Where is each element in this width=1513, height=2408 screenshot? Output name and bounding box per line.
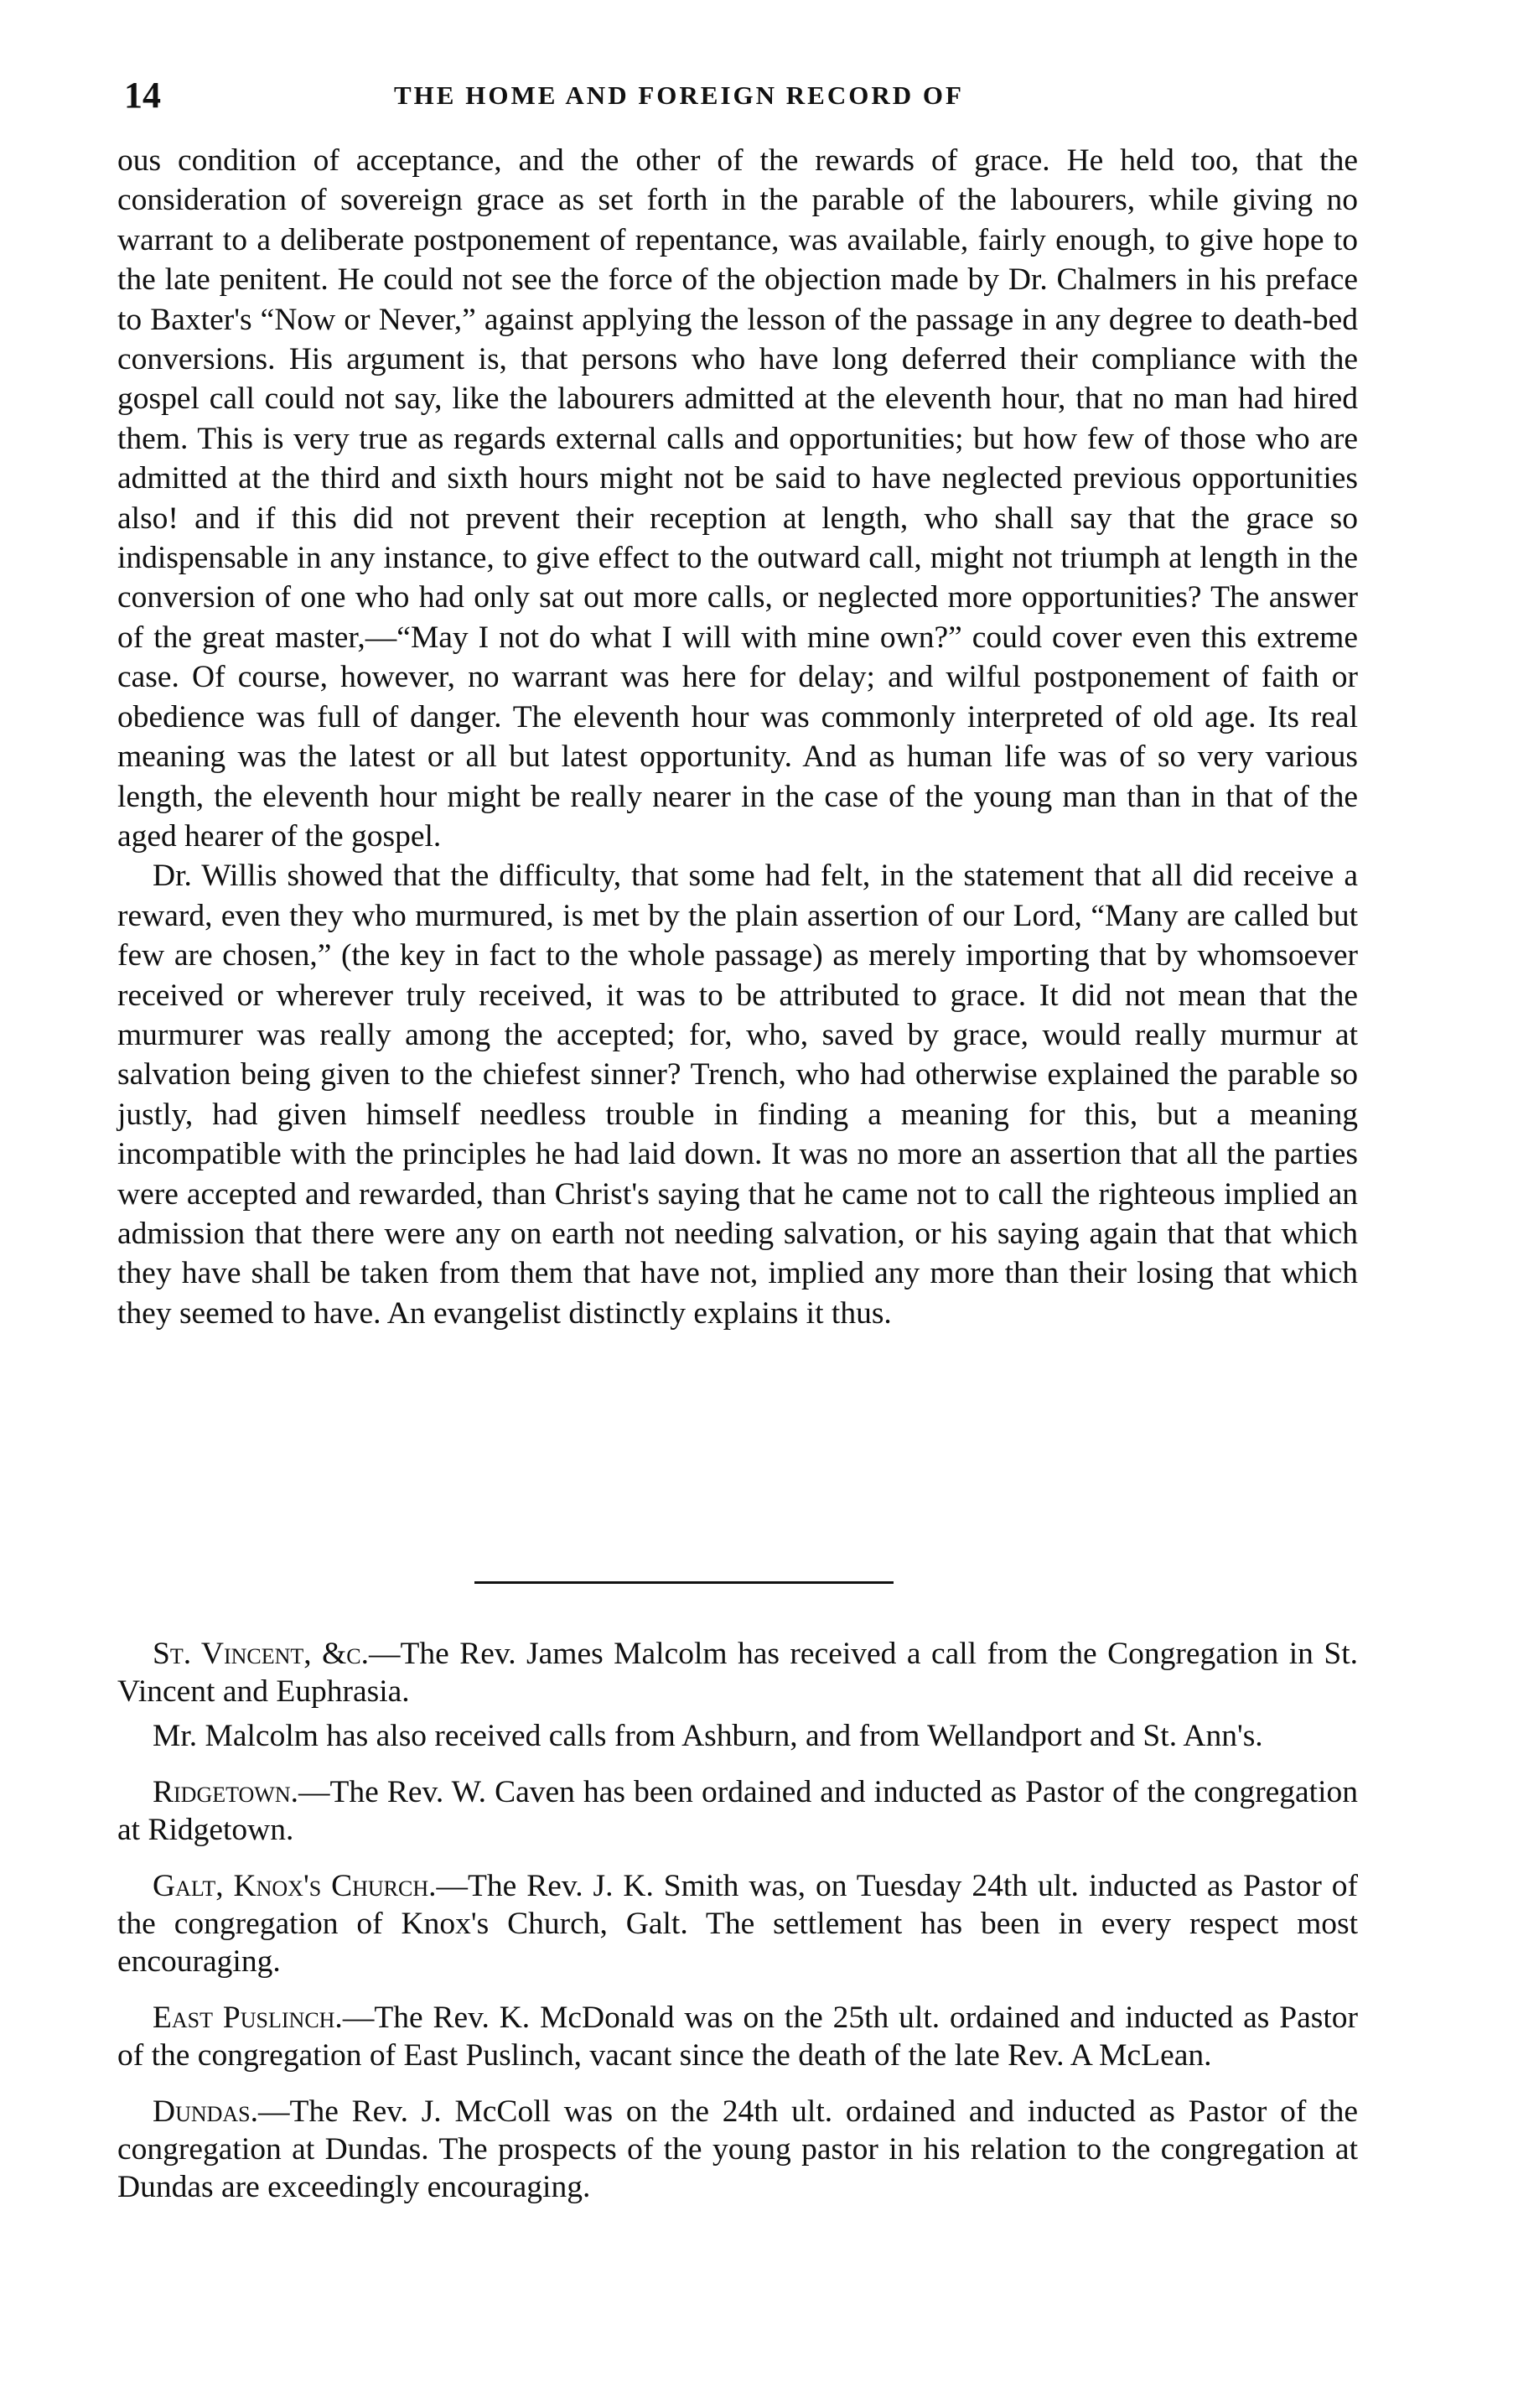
- notice-item: [117, 2093, 1358, 2206]
- notice-text: —The Rev. James Malcolm has received a call from the Congregation in St. Vincent and Euphrasia.: [117, 1637, 1358, 1709]
- page-header: [0, 74, 1513, 124]
- notice-item: [117, 1867, 1358, 1980]
- paragraph: ous condition of acceptance, and the other of the rewards of grace. He held too, that the consideration of sovereign grace as set forth in the parable of the labourers, while giving no warrant to a deliberate postponement of repentance, was available, fairly enough, to give hope to the late penitent. He could not see the force of the objection made by Dr. Chalmers in his preface to Baxter's “Now or Never,” against applying the lesson of the passage in any degree to death-bed conversions. His argument is, that persons who have long deferred their compliance with the gospel call could not say, like the labourers admitted at the eleventh hour, that no man had hired them. This is very true as regards external calls and opportunities; but how few of those who are admitted at the third and sixth hours might not be said to have neglected previous opportunities also! and if this did not prevent their reception at length, who shall say that the grace so indispensable in any instance, to give effect to the outward call, might not triumph at length in the conversion of one who had only sat out more calls, or neglected more opportunities? The answer of the great master,—“May I not do what I will with mine own?” could cover even this extreme case. Of course, however, no warrant was here for delay; and wilful postponement of faith or obedience was full of danger. The eleventh hour was commonly interpreted of old age. Its real meaning was the latest or all but latest opportunity. And as human life was of so very various length, the eleventh hour might be really nearer in the case of the young man than in that of the aged hearer of the gospel.: [117, 143, 1358, 854]
- notice-text: —The Rev. W. Caven has been ordained and inducted as Pastor of the congregation at Ridgetown.: [117, 1775, 1358, 1847]
- notice-heading: Dundas.: [153, 2094, 259, 2129]
- notice-item: [117, 1635, 1358, 1710]
- notice-text: —The Rev. J. K. Smith was, on Tuesday 24th ult. inducted as Pastor of the congregation of Knox's Church, Galt. The settlement has been in every respect most encouraging.: [117, 1869, 1358, 1979]
- notice-text: Mr. Malcolm has also received calls from Ashburn, and from Wellandport and St. Ann's.: [153, 1719, 1263, 1753]
- notice-heading: St. Vincent, &c.: [153, 1637, 369, 1671]
- notice-item: [117, 1717, 1358, 1755]
- notice-text: —The Rev. K. McDonald was on the 25th ult. ordained and inducted as Pastor of the congregation of East Puslinch, vacant since the death of the late Rev. A McLean.: [117, 2001, 1358, 2073]
- running-head: THE HOME AND FOREIGN RECORD OF: [394, 80, 964, 110]
- page-number: 14: [124, 75, 161, 116]
- notice-heading: East Puslinch.: [153, 2001, 343, 2035]
- article-body: [117, 141, 1358, 1333]
- section-divider: [474, 1581, 894, 1584]
- ecclesiastical-notices: [117, 1635, 1358, 2224]
- notice-item: [117, 1773, 1358, 1849]
- notice-item: [117, 1999, 1358, 2074]
- notice-text: —The Rev. J. McColl was on the 24th ult. ordained and inducted as Pastor of the congregation at Dundas. The prospects of the young pastor in his relation to the congregation at Dundas are exceedingly encouraging.: [117, 2094, 1358, 2204]
- notice-heading: Ridgetown.: [153, 1775, 298, 1809]
- paragraph: Dr. Willis showed that the difficulty, that some had felt, in the statement that all did receive a reward, even they who murmured, is met by the plain assertion of our Lord, “Many are called but few are chosen,” (the key in fact to the whole passage) as merely importing that by whomsoever received or wherever truly received, it was to be attributed to grace. It did not mean that the murmurer was really among the accepted; for, who, saved by grace, would really murmur at salvation being given to the chiefest sinner? Trench, who had otherwise explained the parable so justly, had given himself needless trouble in finding a meaning for this, but a meaning incompatible with the principles he had laid down. It was no more an assertion that all the parties were accepted and rewarded, than Christ's saying that he came not to call the righteous implied an admission that there were any on earth not needing salvation, or his saying again that that which they have shall be taken from them that have not, implied any more than their losing that which they seemed to have. An evangelist distinctly explains it thus.: [117, 859, 1358, 1331]
- notice-heading: Galt, Knox's Church.: [153, 1869, 437, 1903]
